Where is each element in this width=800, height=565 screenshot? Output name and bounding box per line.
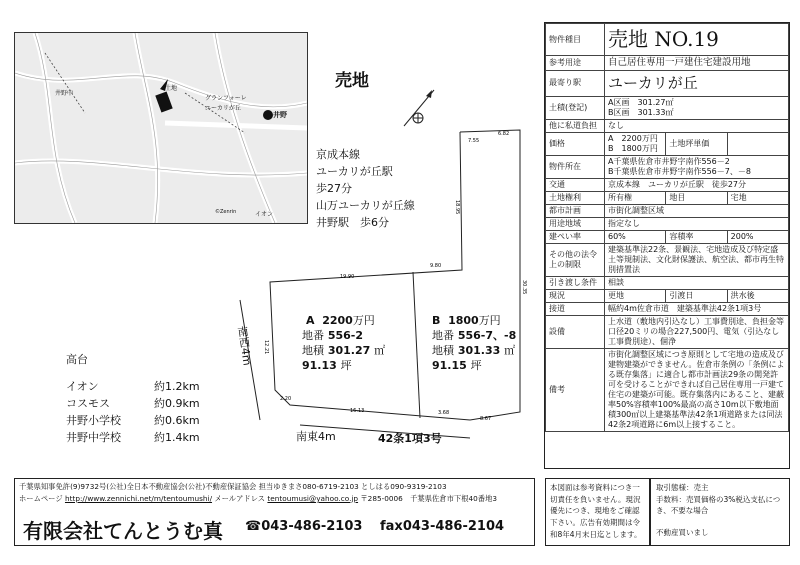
lot-a-unit: 万円 [352, 314, 375, 327]
company-tel: ☎043-486-2103 [245, 519, 363, 534]
dim-label: 16.13 [350, 408, 365, 414]
company-fax: fax043-486-2104 [380, 519, 505, 534]
nearby-facilities [66, 351, 200, 446]
disclaimer: 本図面は参考資料につき一切責任を負いません。現況優先につき、現地をご確認下さい。広告有効期間は令和8年4月末日迄とします。 [545, 478, 650, 546]
dim-label: 2.20 [280, 396, 292, 402]
lot-a: A 2200万円 地番 556-2 地積 301.27 ㎡ 91.13 坪 [302, 314, 386, 372]
map-label-ino: 井野 [273, 111, 287, 119]
road-class-label: 42条1項3号 [378, 432, 442, 445]
lot-a-tsubo: 91.13 [302, 359, 337, 372]
dim-label: 30.35 [521, 280, 527, 295]
lot-b-area: 301.33 [457, 344, 501, 357]
contact-line: ホームページ http://www.zennichi.net/m/tentoumushi/ メールアドレス tentoumusi@yahoo.co.jp 〒285-0006 千葉県佐倉市下根40番地3 [19, 494, 498, 503]
nearby-item: 井野小学校 約0.6km [66, 414, 200, 427]
access-line: 京成本線 [316, 148, 360, 161]
lot-b-tsubo: 91.15 [432, 359, 467, 372]
spec-table: 物件種目 売地 NO.19 参考用途 自己居住専用一戸建住宅建設用地 最寄り駅 ユーカリが丘 土積(登記) A区画 301.27㎡ B区画 301.33㎡ 他に私道負担 なし 価格 A 2200万円 B 1800万円 土地坪単価 物件所在 A千葉県佐倉市井野字南作556－2 B千葉県佐倉市井野字南作556－7、－8 交通 京成本線 ユーカリが丘駅 徒歩27分 土地権利 所有権 地目 宅地 都市計画 市街化調整区域 用途地域 指定なし 建ぺい率 60% 容積率 200% その他の法令上の制限 建築基準法22条、景観法、宅地造成及び特定盛土等規制法、文化財保護法、航空法、都市再生特別措置法 引き渡し条件 相談 現況 更地 引渡日 洪水後 接道 幅約4m佐倉市道 建築基準法42条1項3号 設備 上水道（敷地内引込なし）工事費別途、負担金等口径20ミリの場合227,500円、電気（引込なし工事費別途）、個浄 備考 市街化調整区域につき原則として宅地の造成及び建物建築ができません。佐倉市条例の「条例による既存集落」に適合し都市計画法29条の開発許可を受けることができれば自己居住専用一戸建て住宅の建築が可能。既存集落内にあること、建蔽率50%容積率100%最高の高さ10m以下敷地面積300㎡以上建築基準法42条1項道路または同法42条2項道路に6m以上接すること。 [544, 22, 790, 469]
lot-a-id: A [306, 314, 315, 327]
plot-plan [230, 120, 540, 450]
dim-label: 12.21 [263, 340, 269, 355]
lot-b: B 1800万円 地番 556-7、-8 地積 301.33 ㎡ 91.15 坪 [432, 314, 517, 372]
page-title: 売地 [335, 71, 369, 91]
access-line: 歩27分 [316, 182, 352, 195]
lot-b-chiban: 556-7、-8 [457, 329, 517, 342]
broker-terms: 取引態様：売主 手数料：売買価格の3%税込支払につき、不要な場合 不動産買いまし [650, 478, 790, 546]
lot-b-id: B [432, 314, 441, 327]
access-line: ユーカリが丘駅 [316, 165, 393, 178]
lot-a-chiban: 556-2 [327, 329, 364, 342]
map-label-site: 土地 [165, 85, 178, 92]
homepage-link[interactable]: http://www.zennichi.net/m/tentoumushi/ [64, 494, 213, 503]
road-south-label: 南東4m [296, 430, 336, 443]
nearby-item: 井野中学校 約1.4km [66, 431, 200, 444]
footer-company [14, 478, 535, 546]
lot-a-price: 2200 [322, 314, 353, 327]
road-west-label: 南西4m [235, 325, 254, 367]
dim-label: 18.95 [454, 200, 460, 215]
access-line: 山万ユーカリが丘線 [316, 199, 415, 212]
map-label-yukarigaoka: ユーカリが丘 [205, 105, 241, 112]
company-address: 〒285-0006 千葉県佐倉市下根40番地3 [360, 494, 498, 503]
dim-label: 6.82 [498, 131, 510, 137]
lot-b-unit: 万円 [478, 314, 501, 327]
map-copyright: ©Zenrin [215, 209, 237, 215]
map-label-aeon: イオン [255, 211, 273, 218]
lot-a-area: 301.27 [327, 344, 371, 357]
lot-b-price: 1800 [448, 314, 479, 327]
dim-label: 8.67 [480, 416, 492, 422]
license-info: 千葉県知事免許(9)9732号(公社)全日本不動産協会(公社)不動産保証協会 担当ゆきまさ080-6719-2103 としはる090-9319-2103 [19, 482, 447, 491]
nearby-heading: 高台 [66, 353, 88, 366]
nearby-item: コスモス 約0.9km [66, 397, 200, 410]
map-label-inochu: 井野中 [55, 90, 74, 97]
dim-label: 19.90 [340, 274, 355, 280]
company-name: 有限会社てんとうむ真 [23, 519, 223, 543]
mail-link[interactable]: tentoumusi@yahoo.co.jp [267, 494, 359, 503]
access-line: 井野駅 歩6分 [316, 216, 389, 229]
nearby-item: イオン 約1.2km [66, 380, 200, 393]
dim-label: 9.80 [430, 263, 442, 269]
dim-label: 3.68 [438, 410, 450, 416]
dim-label: 7.55 [468, 138, 480, 144]
map-label-grandforet: グランフォーレ [205, 95, 247, 102]
